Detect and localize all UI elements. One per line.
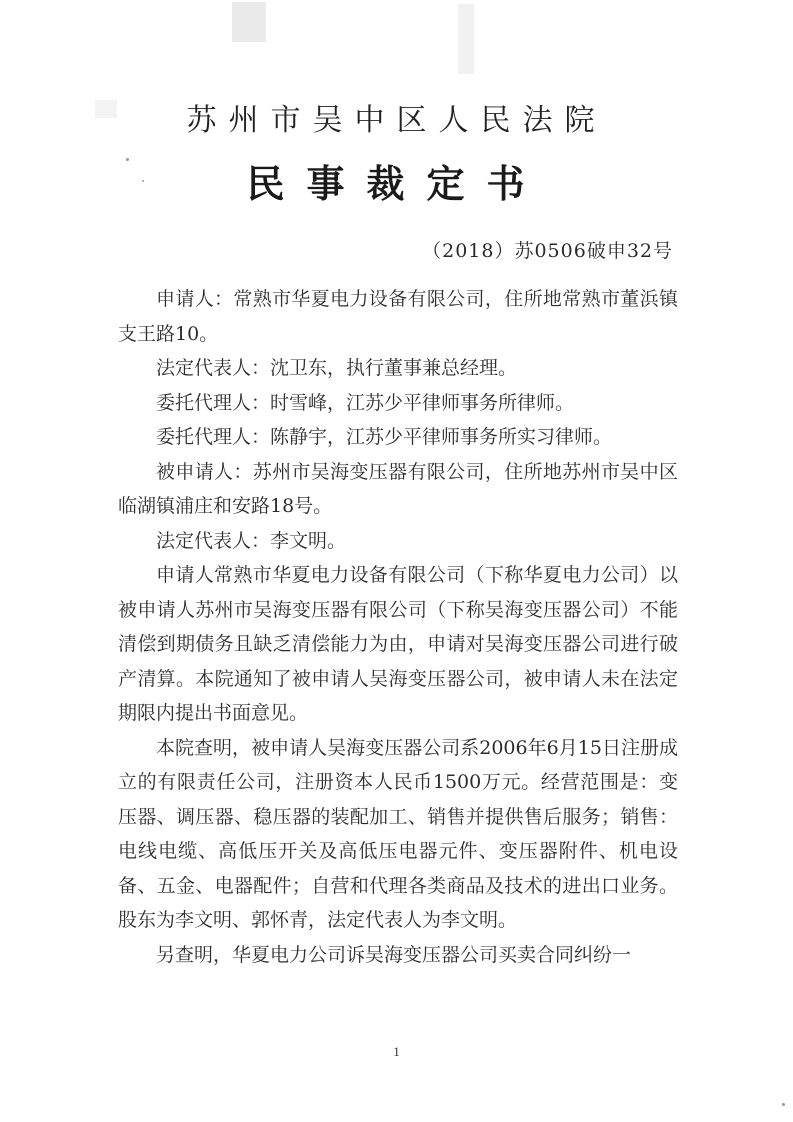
scan-smudge <box>232 2 266 42</box>
paragraph-respondent: 被申请人：苏州市吴海变压器有限公司，住所地苏州市吴中区临湖镇浦庄和安路18号。 <box>118 460 678 517</box>
scan-smudge <box>458 4 474 74</box>
case-number: （2018）苏0506破申32号 <box>422 240 673 262</box>
document-body <box>118 282 678 972</box>
page-number: 1 <box>393 1044 400 1059</box>
paragraph-application: 申请人常熟市华夏电力设备有限公司（下称华夏电力公司）以被申请人苏州市吴海变压器有限公司（下称吴海变压器公司）不能清偿到期债务且缺乏清偿能力为由，申请对吴海变压器公司进行破产清算。本院通知了被申请人吴海变压器公司，被申请人未在法定期限内提出书面意见。 <box>118 564 678 724</box>
paragraph-agent-2: 委托代理人：陈静宇，江苏少平律师事务所实习律师。 <box>156 426 613 448</box>
scan-speck <box>782 1103 785 1106</box>
paragraph-respondent-legal-rep: 法定代表人：李文明。 <box>156 529 347 552</box>
paragraph-applicant-legal-rep: 法定代表人：沈卫东，执行董事兼总经理。 <box>156 357 518 379</box>
paragraph-agent-1: 委托代理人：时雪峰，江苏少平律师事务所律师。 <box>156 391 575 414</box>
paragraph-findings: 本院查明，被申请人吴海变压器公司系2006年6月15日注册成立的有限责任公司，注册资本人民币1500万元。经营范围是：变压器、调压器、稳压器的装配加工、销售并提供售后服务；销售：电线电缆、高低压开关及高低压电器元件、变压器附件、机电设备、五金、电器配件；自营和代理各类商品及技术的进出口业务。股东为李文明、郭怀青，法定代表人为李文明。 <box>118 736 678 931</box>
document-title: 民事裁定书 <box>246 161 547 206</box>
paragraph-applicant: 申请人：常熟市华夏电力设备有限公司，住所地常熟市董浜镇支王路10。 <box>118 288 678 345</box>
paragraph-further-findings: 另查明，华夏电力公司诉吴海变压器公司买卖合同纠纷一 <box>156 943 632 966</box>
court-name: 苏州市吴中区人民法院 <box>186 103 607 138</box>
